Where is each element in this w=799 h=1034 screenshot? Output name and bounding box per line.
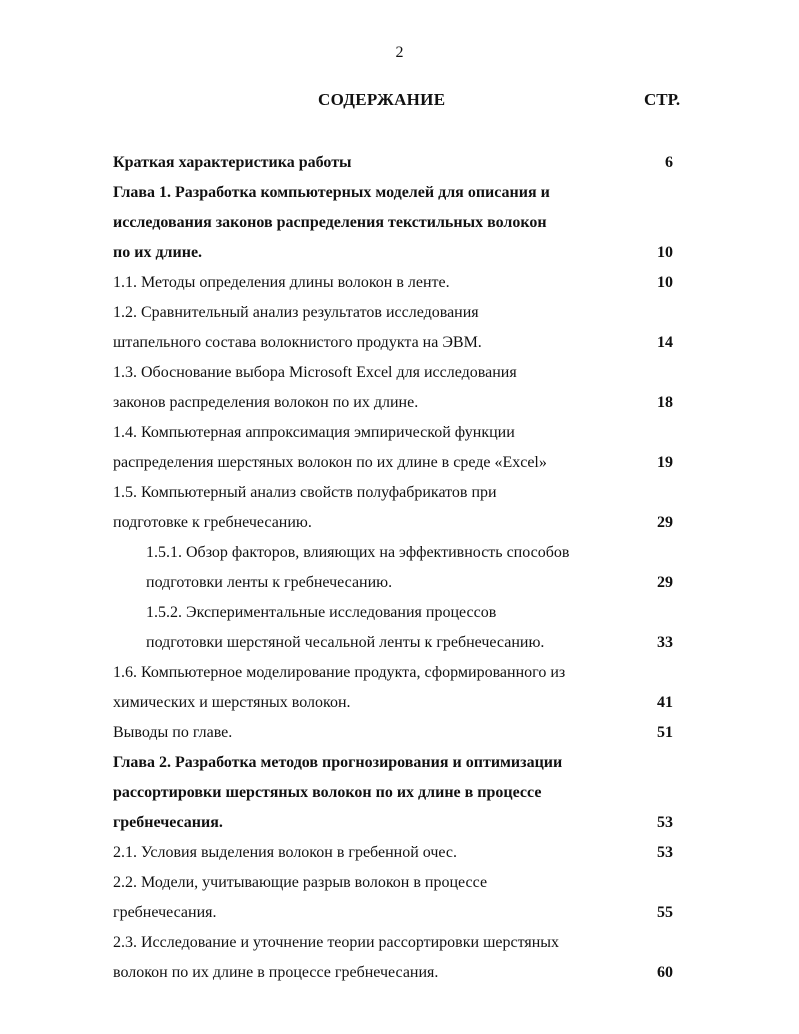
toc-entry-text: химических и шерстяных волокон.: [113, 694, 351, 711]
toc-entry-text: рассортировки шерстяных волокон по их длине в процессе: [113, 784, 542, 801]
toc-entry-text: Глава 2. Разработка методов прогнозирования и оптимизации: [113, 754, 563, 771]
toc-entry-page: 29: [657, 514, 673, 531]
toc-entry: [0, 598, 799, 628]
toc-entry-text: 1.1. Методы определения длины волокон в ленте.: [113, 274, 450, 291]
toc-entry: [0, 148, 799, 178]
toc-title: СОДЕРЖАНИЕ: [318, 90, 446, 109]
toc-entry-text: подготовке к гребнечесанию.: [113, 514, 312, 531]
toc-entry-page: 18: [657, 394, 673, 411]
toc-entry-text: Выводы по главе.: [113, 724, 233, 741]
toc-heading: [0, 90, 799, 114]
toc-entry-text: 1.5. Компьютерный анализ свойств полуфабрикатов при: [113, 484, 497, 501]
toc-entry: [0, 328, 799, 358]
toc-entry-page: 60: [657, 964, 673, 981]
toc-entry: [0, 688, 799, 718]
toc-entry-page: 51: [657, 724, 673, 741]
page-column-label: СТР.: [644, 90, 681, 109]
toc-entry: [0, 838, 799, 868]
toc-entry-text: волокон по их длине в процессе гребнечесания.: [113, 964, 439, 981]
toc-entry-text: гребнечесания.: [113, 904, 217, 921]
toc-entry: [0, 898, 799, 928]
toc-entry: [0, 808, 799, 838]
toc-entry-text: подготовки шерстяной чесальной ленты к гребнечесанию.: [146, 634, 545, 651]
toc-entry: [0, 958, 799, 988]
toc-entry: [0, 508, 799, 538]
toc-entry: [0, 478, 799, 508]
toc-entry-text: Краткая характеристика работы: [113, 154, 352, 171]
toc-entry: [0, 928, 799, 958]
toc-entry: [0, 178, 799, 208]
toc-entry-text: исследования законов распределения текстильных волокон: [113, 214, 547, 231]
toc-entry-text: 2.1. Условия выделения волокон в гребенной очес.: [113, 844, 457, 861]
toc-entry: [0, 568, 799, 598]
toc-entry-text: 1.5.1. Обзор факторов, влияющих на эффективность способов: [146, 544, 570, 561]
toc-entry: [0, 298, 799, 328]
toc-entry-text: 1.2. Сравнительный анализ результатов исследования: [113, 304, 479, 321]
toc-entry: [0, 268, 799, 298]
toc-entry: [0, 778, 799, 808]
toc-entry-text: Глава 1. Разработка компьютерных моделей для описания и: [113, 184, 550, 201]
toc-entry: [0, 238, 799, 268]
toc-entry: [0, 538, 799, 568]
toc-entry-text: 1.4. Компьютерная аппроксимация эмпирической функции: [113, 424, 515, 441]
toc-entry-page: 10: [657, 274, 673, 291]
toc-entry-text: подготовки ленты к гребнечесанию.: [146, 574, 393, 591]
toc-entry-text: гребнечесания.: [113, 814, 223, 831]
toc-entry-page: 29: [657, 574, 673, 591]
toc-entry-page: 41: [657, 694, 673, 711]
table-of-contents: [0, 148, 799, 988]
toc-entry: [0, 208, 799, 238]
toc-entry: [0, 748, 799, 778]
toc-entry-page: 6: [665, 154, 673, 171]
toc-entry-page: 10: [657, 244, 673, 261]
toc-entry-text: 2.3. Исследование и уточнение теории рассортировки шерстяных: [113, 934, 560, 951]
toc-entry-page: 55: [657, 904, 673, 921]
toc-entry-text: 1.3. Обоснование выбора Microsoft Excel для исследования: [113, 364, 517, 381]
toc-entry-text: 2.2. Модели, учитывающие разрыв волокон в процессе: [113, 874, 488, 891]
toc-entry-text: 1.6. Компьютерное моделирование продукта, сформированного из: [113, 664, 566, 681]
toc-entry-page: 19: [657, 454, 673, 471]
toc-entry: [0, 448, 799, 478]
toc-entry: [0, 418, 799, 448]
page-number: 2: [395, 44, 404, 61]
toc-entry: [0, 388, 799, 418]
toc-entry: [0, 358, 799, 388]
toc-entry-text: распределения шерстяных волокон по их длине в среде «Excel»: [113, 454, 547, 471]
toc-entry-text: штапельного состава волокнистого продукта на ЭВМ.: [113, 334, 482, 351]
toc-entry: [0, 658, 799, 688]
toc-entry: [0, 868, 799, 898]
toc-entry: [0, 628, 799, 658]
toc-entry-text: 1.5.2. Экспериментальные исследования процессов: [146, 604, 497, 621]
toc-entry-page: 53: [657, 844, 673, 861]
toc-entry-text: законов распределения волокон по их длине.: [113, 394, 419, 411]
toc-entry-text: по их длине.: [113, 244, 203, 261]
toc-entry-page: 33: [657, 634, 673, 651]
toc-entry-page: 53: [657, 814, 673, 831]
toc-entry-page: 14: [657, 334, 673, 351]
toc-entry: [0, 718, 799, 748]
